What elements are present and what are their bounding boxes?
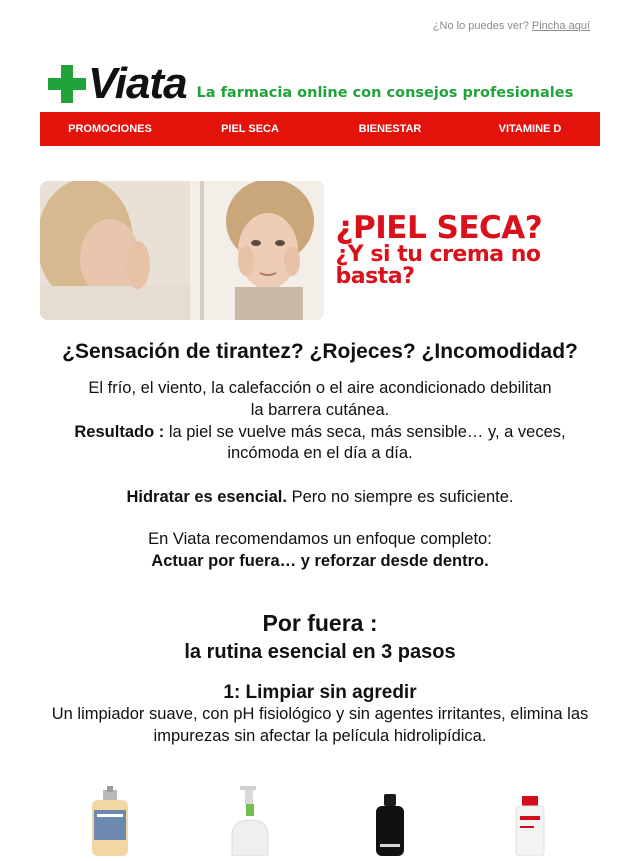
hero-headline: [335, 210, 600, 289]
hydrate-bold: Hidratar es esencial.: [126, 488, 287, 507]
product-row: [40, 786, 600, 856]
step-1-title: 1: Limpiar sin agredir: [223, 682, 417, 704]
pharmacy-cross-icon: [48, 65, 86, 103]
pump-bottle-image: [210, 786, 290, 856]
nav-item-piel-seca[interactable]: PIEL SECA: [221, 123, 279, 135]
nav-item-bienestar[interactable]: BIENESTAR: [358, 123, 422, 135]
result-label: Resultado :: [74, 422, 165, 441]
brand-logo[interactable]: [40, 56, 600, 111]
preheader: [40, 0, 600, 56]
hydrate-line: [40, 487, 600, 509]
preheader-text: ¿No lo puedes ver?: [432, 20, 529, 32]
hero-headline-line1: ¿PIEL SECA?: [335, 210, 543, 246]
intro-paragraph: [40, 378, 600, 465]
nav-item-vitamine-d[interactable]: VITAMINE D: [498, 123, 562, 135]
hero-banner[interactable]: [40, 181, 600, 320]
viata-bold: Actuar por fuera… y reforzar desde dentro.: [151, 551, 489, 570]
hero-headline-line2: ¿Y si tu crema no basta?: [335, 242, 541, 289]
top-navigation: [40, 112, 600, 146]
product-serum[interactable]: [350, 786, 430, 856]
product-cleanser[interactable]: [210, 786, 290, 856]
brand-tagline: La farmacia online con consejos profesionales: [196, 84, 574, 101]
section-title: Por fuera :: [262, 610, 378, 637]
oil-bottle-image: [70, 786, 150, 856]
dropper-bottle-image: [350, 786, 430, 856]
lotion-bottle-image: [490, 786, 570, 856]
hydrate-rest: Pero no siempre es suficiente.: [286, 488, 514, 507]
intro-line-1: El frío, el viento, la calefacción o el aire acondicionado debilitan: [88, 379, 552, 397]
routine-section: [40, 610, 600, 748]
brand-name: Viata: [88, 58, 187, 108]
nav-item-promociones[interactable]: PROMOCIONES: [68, 123, 152, 135]
intro-line-2: la barrera cutánea.: [250, 400, 390, 419]
intro-question: ¿Sensación de tirantez? ¿Rojeces? ¿Incomodidad?: [62, 340, 578, 363]
viata-line: En Viata recomendamos un enfoque completo:: [148, 529, 492, 548]
intro-section: [40, 340, 600, 572]
result-text: la piel se vuelve más seca, más sensible… y, a veces, incómoda en el día a día.: [164, 422, 566, 463]
email-container: [40, 0, 600, 856]
hero-photo-woman-mirror: [40, 181, 324, 320]
step-1-text: Un limpiador suave, con pH fisiológico y sin agentes irritantes, elimina las impurezas sin afectar la película hidrolipídica.: [51, 705, 589, 746]
viata-approach: [40, 529, 600, 573]
view-online-link[interactable]: Pincha aquí: [531, 20, 590, 32]
product-eucerin[interactable]: [490, 786, 570, 856]
hero-illustration: [40, 181, 324, 320]
product-la-roche-posay[interactable]: [70, 786, 150, 856]
section-subtitle: la rutina esencial en 3 pasos: [184, 641, 456, 664]
